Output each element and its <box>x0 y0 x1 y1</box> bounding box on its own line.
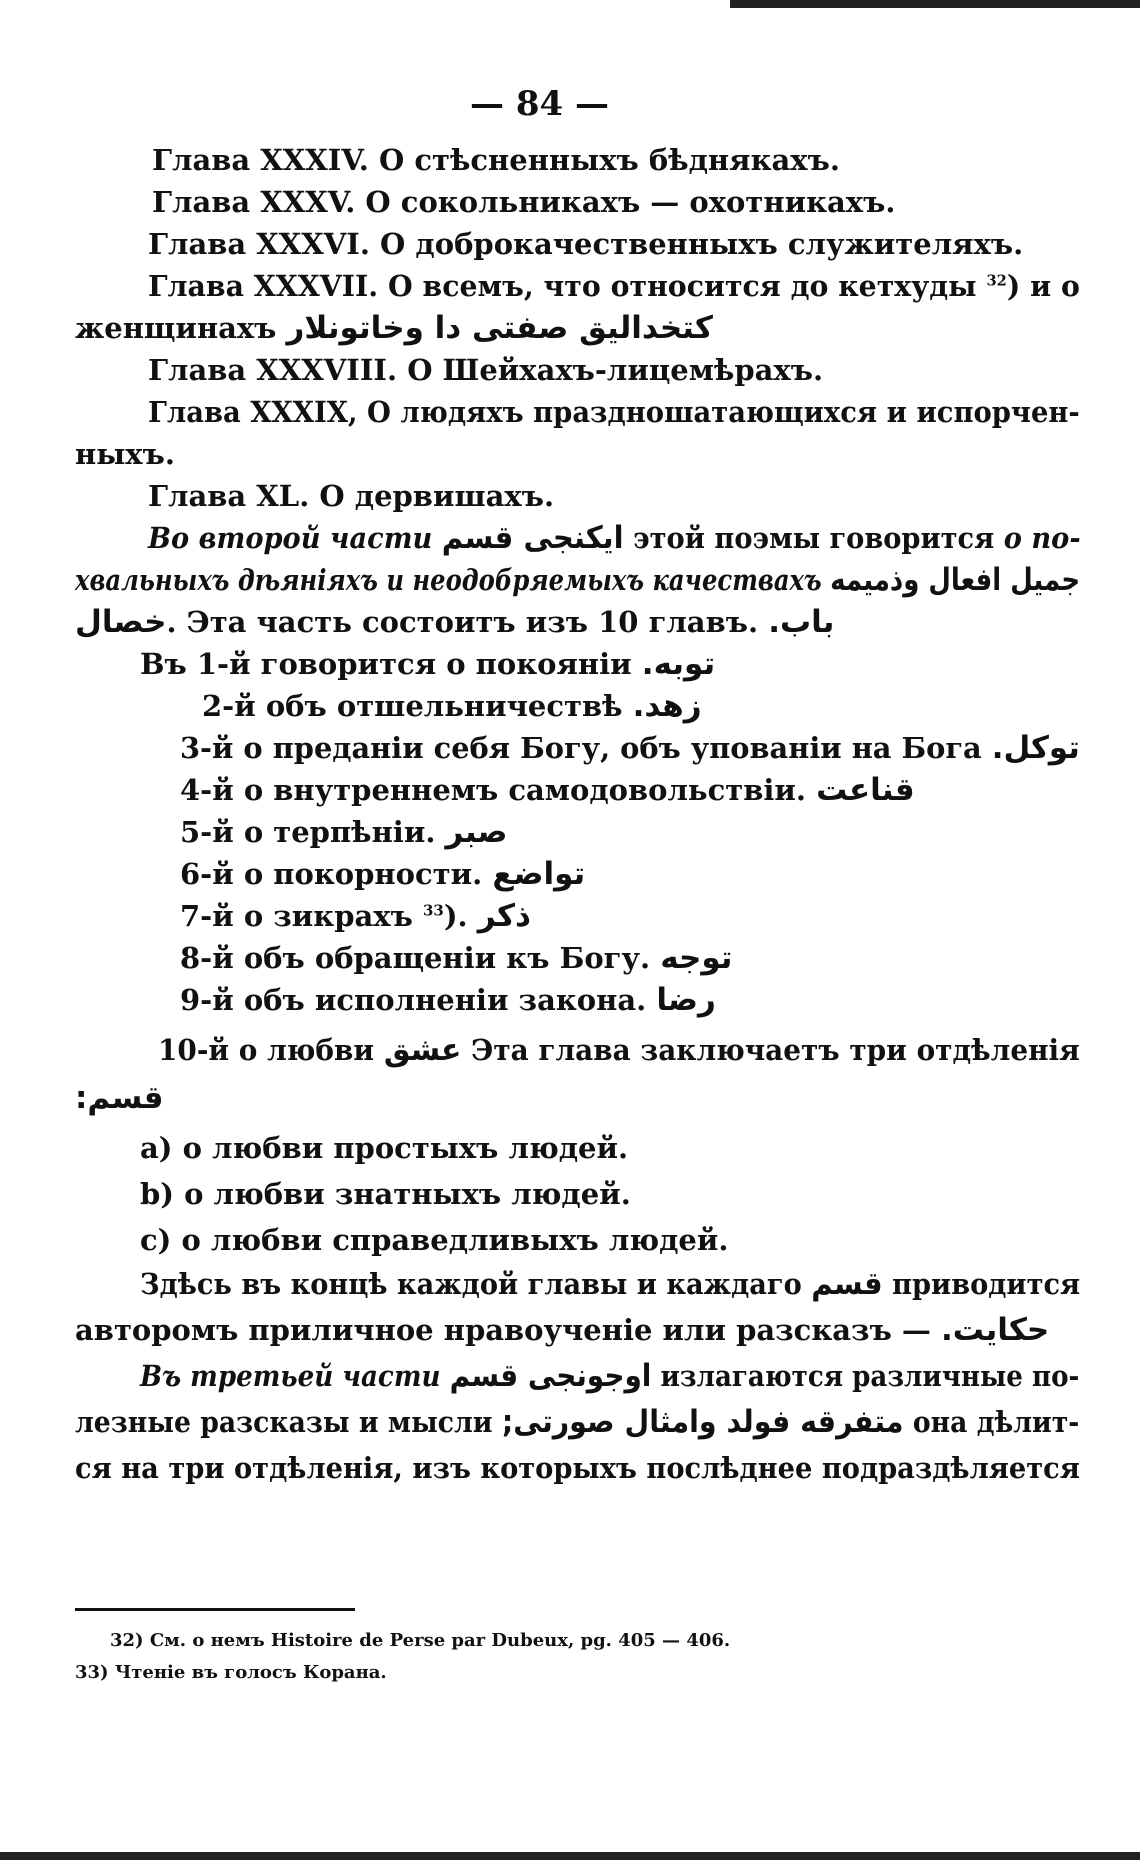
text-line: 8-й объ обращеніи къ Богу. توجه <box>180 940 733 976</box>
footnote: 32) См. о немъ Histoire de Perse par Dubeux, pg. 405 — 406. <box>110 1630 731 1651</box>
text-line: Въ третьей части اوجونجی قسم излагаются различные по- <box>140 1358 1080 1394</box>
text-line: 2-й объ отшельничествѣ زهد. <box>202 688 702 724</box>
text-line: 4-й о внутреннемъ самодовольствіи. قناعت <box>180 772 915 808</box>
text-line: ныхъ. <box>75 437 175 471</box>
text-line: 7-й о зикрахъ $^{33}$). ذکر <box>180 898 531 934</box>
text-line: хвальныхъ дѣяніяхъ и неодобряемыхъ качествахъ جمیل افعال وذمیمه <box>75 562 1081 598</box>
text-line: 6-й о покорности. تواضع <box>180 856 586 892</box>
text-line: женщинахъ کتخدالیق صفتی دا وخاتونلار <box>75 310 713 346</box>
text-line: 10-й о любви عشق Эта глава заключаетъ три отдѣленія <box>158 1032 1080 1068</box>
text-line: Въ 1-й говорится о покояніи توبه. <box>140 646 716 682</box>
text-line: Глава XXXVIII. О Шейхахъ-лицемѣрахъ. <box>148 353 824 387</box>
text-line: قسم: <box>75 1080 164 1116</box>
top-border-line <box>730 0 1140 8</box>
text-line: 3-й о преданіи себя Богу, объ упованіи на Бога توکل. <box>180 730 1080 766</box>
text-line: c) о любви справедливыхъ людей. <box>140 1223 729 1257</box>
text-line: a) о любви простыхъ людей. <box>140 1131 629 1165</box>
text-line: лезные разсказы и мысли متفرقه فولد وامثال صورتی; она дѣлит- <box>75 1404 1080 1440</box>
text-line: Глава XL. О дервишахъ. <box>148 479 555 513</box>
text-line: خصال. Эта часть состоитъ изъ 10 главъ. باب. <box>75 604 835 640</box>
text-line: Глава XXXIV. О стѣсненныхъ бѣднякахъ. <box>152 143 840 177</box>
text-line: Глава XXXV. О сокольникахъ — охотникахъ. <box>152 185 896 219</box>
footnote-separator <box>75 1608 355 1611</box>
text-line: 5-й о терпѣніи. صبر <box>180 814 508 850</box>
text-line: 9-й объ исполненіи закона. رضا <box>180 982 716 1018</box>
page-number: — 84 — <box>470 84 609 124</box>
text-line: b) о любви знатныхъ людей. <box>140 1177 631 1211</box>
text-line: ся на три отдѣленія, изъ которыхъ послѣднее подраздѣляется <box>75 1451 1080 1485</box>
footnote: 33) Чтеніе въ голосъ Корана. <box>75 1662 387 1683</box>
text-line: авторомъ приличное нравоученіе или разсказъ — حکایت. <box>75 1312 1050 1348</box>
text-line: Глава XXXVI. О доброкачественныхъ служителяхъ. <box>148 227 1024 261</box>
text-line: Глава XXXIX, О людяхъ праздношатающихся и испорчен- <box>148 395 1080 429</box>
text-line: Глава XXXVII. О всемъ, что относится до кетхуды $^{32}$) и о <box>148 269 1080 303</box>
text-line: Во второй части ایکنجی قسم этой поэмы говорится о по- <box>148 520 1081 556</box>
bottom-border-line <box>0 1852 1140 1860</box>
text-line: Здѣсь въ концѣ каждой главы и каждаго قسم приводится <box>140 1266 1081 1302</box>
